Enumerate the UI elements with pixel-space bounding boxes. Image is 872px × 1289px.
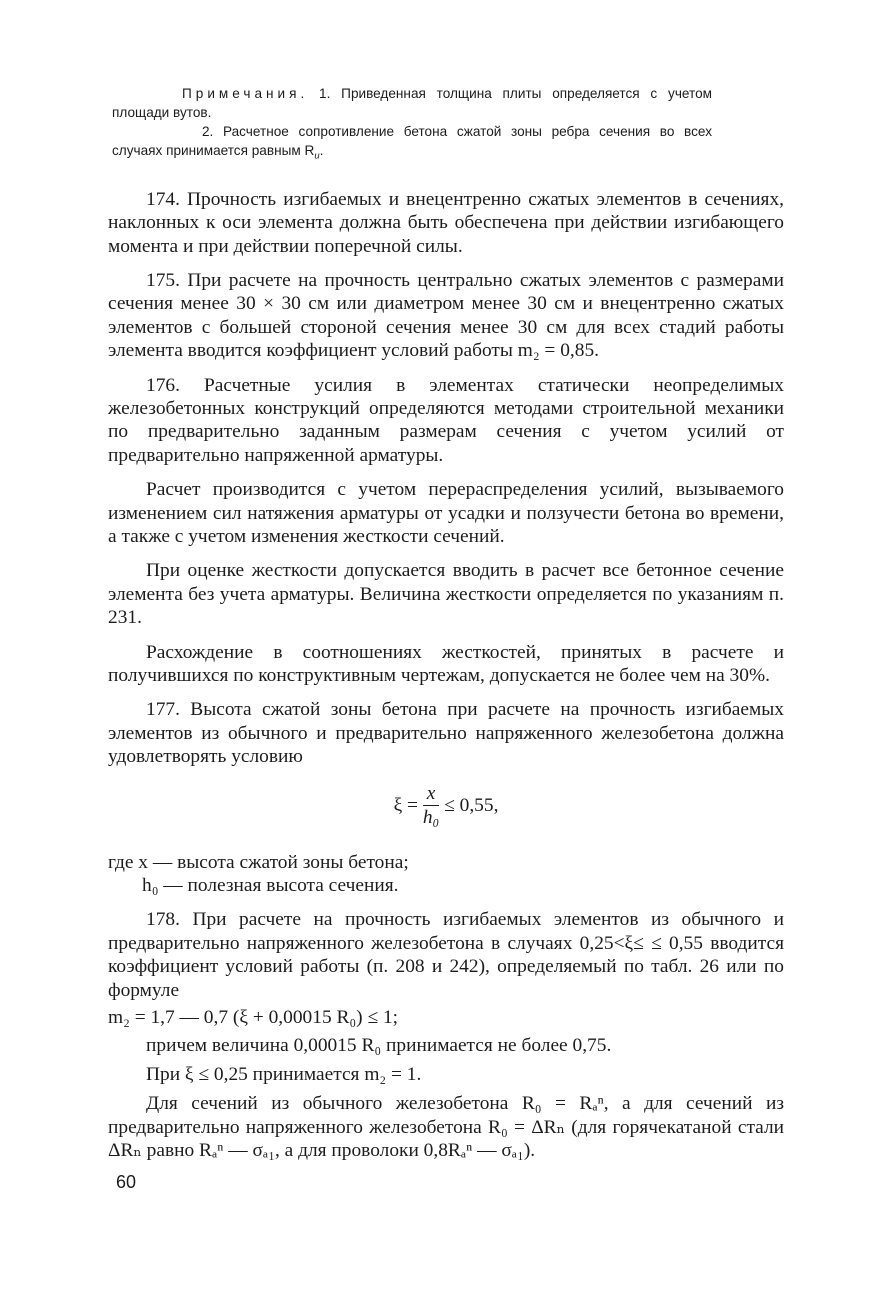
page-number: 60 xyxy=(116,1172,137,1192)
paragraph-178: 178. При расчете на прочность изгибаемых элементов из обычного и предварительно напряженного железобетона в случаях 0,25<ξ≤ ≤ 0,55 вводится коэффициент условий работы (п. 208 и 242), определяемый по табл. 26 или по формуле xyxy=(108,909,784,1001)
paragraph-174: 174. Прочность изгибаемых и внецентренно сжатых элементов в сечениях, наклонных к оси элемента должна быть обеспечена при действии изгибающего момента и при действии поперечной силы. xyxy=(108,188,784,257)
note-1-text: 1. Приведенная толщина плиты определяется с учетом площади вутов. xyxy=(112,86,712,120)
formula-xi-right: ≤ 0,55, xyxy=(444,794,499,816)
page-content xyxy=(108,84,784,1163)
note-2-subscript: и xyxy=(314,150,320,162)
formula-xi xyxy=(108,783,784,835)
body-text xyxy=(108,188,784,1163)
note-2-text: 2. Расчетное сопротивление бетона сжатой зоны ребра сечения во всех случаях принимается равным R xyxy=(112,124,712,158)
note-1 xyxy=(112,84,712,122)
paragraph-178-case: При ξ ≤ 0,25 принимается m₂ = 1. xyxy=(146,1063,422,1085)
notes-block xyxy=(108,84,712,166)
paragraph-175: 175. При расчете на прочность центрально сжатых элементов с размерами сечения менее 30 × 30 см или диаметром менее 30 см и внецентренно сжатых элементов с большей стороной сечения менее 30 см для всех стадий работы элемента вводится коэффициент условий работы m₂ = 0,85. xyxy=(108,269,784,362)
paragraph-178-limit: причем величина 0,00015 R₀ принимается не более 0,75. xyxy=(146,1034,612,1056)
paragraph-176-calculation: Расчет производится с учетом перераспределения усилий, вызываемого изменением сил натяжения арматуры от усадки и ползучести бетона во времени, а также с учетом изменения жесткости сечений. xyxy=(108,479,784,547)
formula-xi-denominator: h₀ xyxy=(422,806,440,828)
paragraph-176: 176. Расчетные усилия в элементах статически неопределимых железобетонных конструкций определяются методами строительной механики по предварительно заданным размерам сечения с учетом усилий от предварительно напряженной арматуры. xyxy=(108,374,784,466)
formula-m2: m₂ = 1,7 — 0,7 (ξ + 0,00015 R₀) ≤ 1; xyxy=(108,1007,399,1029)
formula-xi-numerator: x xyxy=(423,783,439,806)
note-2-end: . xyxy=(319,143,324,158)
paragraph-177: 177. Высота сжатой зоны бетона при расчете на прочность изгибаемых элементов из обычного и предварительно напряженного железобетона должна удовлетворять условию xyxy=(108,699,784,768)
paragraph-176-stiffness: При оценке жесткости допускается вводить в расчет все бетонное сечение элемента без учета арматуры. Величина жесткости определяется по указаниям п. 231. xyxy=(108,560,784,629)
paragraph-176-discrepancy: Расхождение в соотношениях жесткостей, принятых в расчете и получившихся по конструктивным чертежам, допускается не более чем на 30%. xyxy=(108,641,784,687)
notes-heading: Примечания. xyxy=(182,86,309,101)
note-2 xyxy=(112,122,712,166)
where-x: где x — высота сжатой зоны бетона; xyxy=(108,851,409,873)
formula-xi-fraction xyxy=(423,783,439,830)
where-h0: h₀ — полезная высота сечения. xyxy=(142,875,399,897)
paragraph-178-sections: Для сечений из обычного железобетона R₀ = Rₐⁿ, а для сечений из предварительно напряженного железобетона R₀ = ΔRₙ (для горячекатаной стали ΔRₙ равно Rₐⁿ — σₐ₁, а для проволоки 0,8Rₐⁿ — σₐ₁). xyxy=(108,1093,784,1162)
formula-xi-left: ξ = xyxy=(393,794,423,816)
